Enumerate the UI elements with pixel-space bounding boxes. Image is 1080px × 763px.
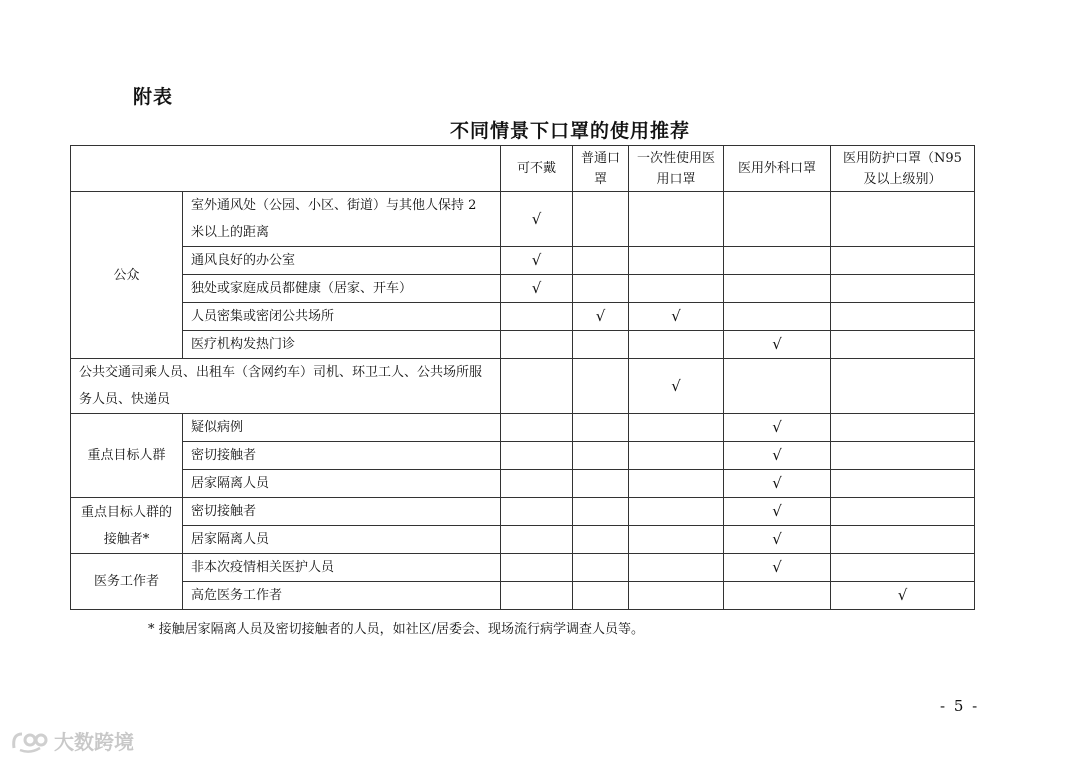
header-ordinary-mask: 普通口罩: [573, 146, 629, 192]
check-mark: √: [501, 247, 573, 275]
check-mark: √: [724, 498, 831, 526]
header-surgical-mask: 医用外科口罩: [724, 146, 831, 192]
row-close-contact-2: 密切接触者: [183, 498, 501, 526]
check-mark: √: [573, 303, 629, 331]
group-public: 公众: [71, 192, 183, 359]
row-alone: 独处或家庭成员都健康（居家、开车）: [183, 275, 501, 303]
mask-recommendation-table: [70, 145, 975, 610]
check-mark: √: [501, 192, 573, 247]
group-contacts: 重点目标人群的接触者*: [71, 498, 183, 554]
watermark-text: 大数跨境: [54, 730, 134, 754]
table-row: [71, 414, 975, 442]
group-medical: 医务工作者: [71, 554, 183, 610]
appendix-label: 附表: [133, 86, 174, 108]
check-mark: √: [831, 582, 975, 610]
row-home-isolation: 居家隔离人员: [183, 470, 501, 498]
header-disposable-medical-mask: 一次性使用医用口罩: [629, 146, 724, 192]
table-row: [71, 331, 975, 359]
row-non-epidemic-medical: 非本次疫情相关医护人员: [183, 554, 501, 582]
table-row: [71, 498, 975, 526]
header-no-mask: 可不戴: [501, 146, 573, 192]
check-mark: √: [724, 414, 831, 442]
check-mark: √: [629, 359, 724, 414]
row-high-risk-medical: 高危医务工作者: [183, 582, 501, 610]
row-fever-clinic: 医疗机构发热门诊: [183, 331, 501, 359]
group-key-population: 重点目标人群: [71, 414, 183, 498]
table-row: [71, 526, 975, 554]
group-drivers: 公共交通司乘人员、出租车（含网约车）司机、环卫工人、公共场所服务人员、快递员: [71, 359, 501, 414]
check-mark: √: [724, 442, 831, 470]
row-outdoor: 室外通风处（公园、小区、街道）与其他人保持 2 米以上的距离: [183, 192, 501, 247]
table-row: [71, 554, 975, 582]
row-home-isolation-2: 居家隔离人员: [183, 526, 501, 554]
watermark: [10, 726, 134, 755]
table-row: [71, 582, 975, 610]
table-row: [71, 359, 975, 414]
footnote: * 接触居家隔离人员及密切接触者的人员，如社区/居委会、现场流行病学调查人员等。: [148, 622, 645, 637]
check-mark: √: [724, 470, 831, 498]
table-title: 不同情景下口罩的使用推荐: [449, 120, 690, 142]
check-mark: √: [724, 331, 831, 359]
check-mark: √: [501, 275, 573, 303]
watermark-logo-icon: [10, 728, 50, 754]
row-suspected: 疑似病例: [183, 414, 501, 442]
check-mark: √: [629, 303, 724, 331]
table-row: [71, 442, 975, 470]
table-row: [71, 303, 975, 331]
page-number: - 5 -: [940, 697, 980, 715]
check-mark: √: [724, 554, 831, 582]
header-row: [71, 146, 975, 192]
row-office: 通风良好的办公室: [183, 247, 501, 275]
row-crowded: 人员密集或密闭公共场所: [183, 303, 501, 331]
table-row: [71, 275, 975, 303]
check-mark: √: [724, 526, 831, 554]
header-n95-mask: 医用防护口罩（N95及以上级别）: [831, 146, 975, 192]
header-blank: [71, 146, 501, 192]
table-row: [71, 247, 975, 275]
table-row: [71, 470, 975, 498]
row-close-contact: 密切接触者: [183, 442, 501, 470]
table-row: [71, 192, 975, 247]
